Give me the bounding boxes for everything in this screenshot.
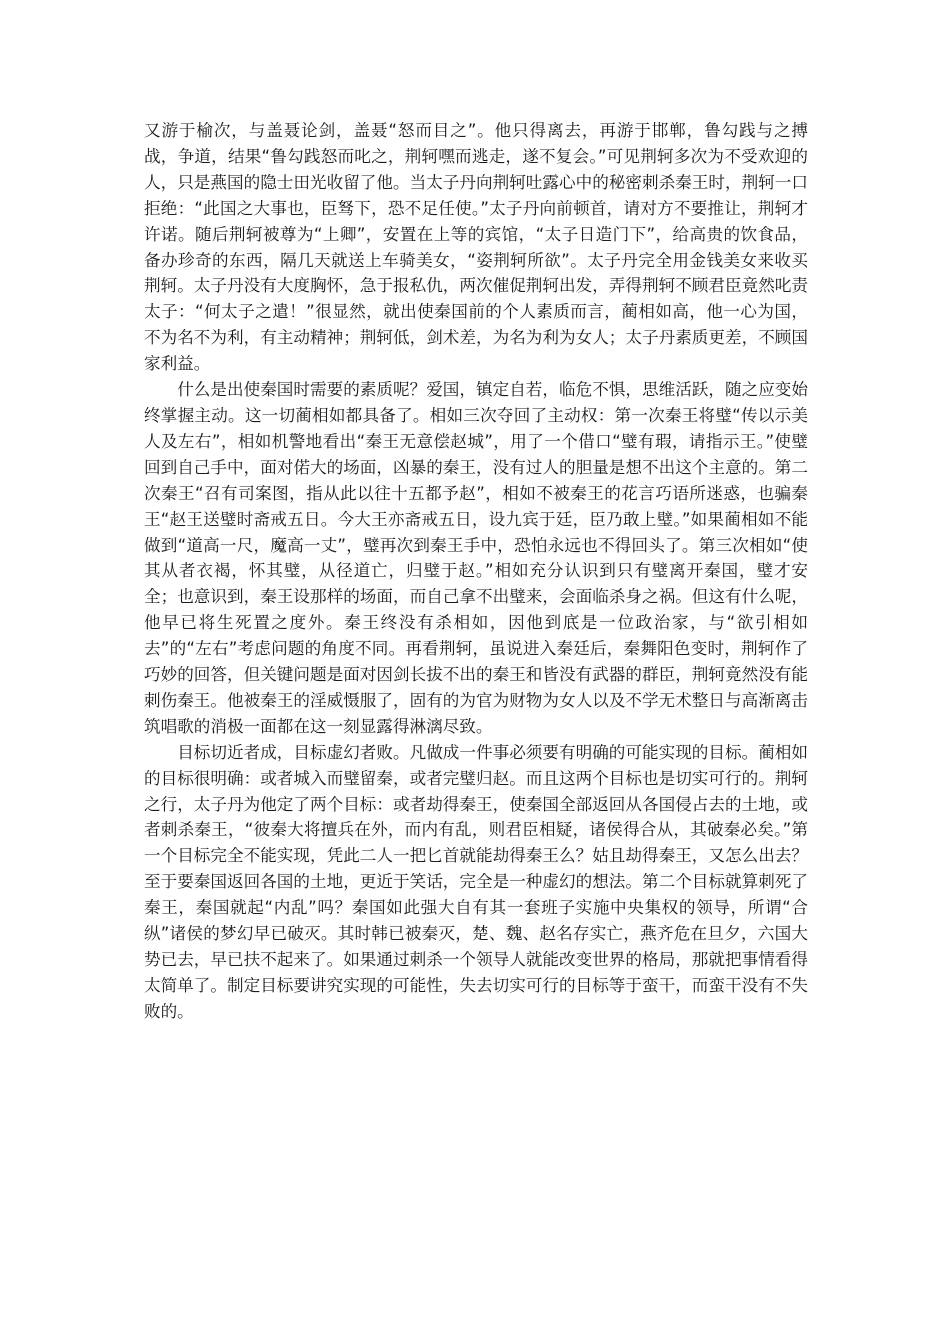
paragraph-2: 什么是出使秦国时需要的素质呢？爱国，镇定自若，临危不惧，思维活跃，随之应变始终掌握主动。这一切蔺相如都具备了。相如三次夺回了主动权：第一次秦王将璧“传以示美人及左右”，相如机警地看出“秦王无意偿赵城”，用了一个借口“璧有瑕，请指示王。”使璧回到自己手中，面对偌大的场面，凶暴的秦王，没有过人的胆量是想不出这个主意的。第二次秦王“召有司案图，指从此以往十五都予赵”，相如不被秦王的花言巧语所迷惑，也骗秦王“赵王送璧时斋戒五日。今大王亦斋戒五日，设九宾于廷，臣乃敢上璧。”如果蔺相如不能做到“道高一尺，魔高一丈”，璧再次到秦王手中，恐怕永远也不得回头了。第三次相如“使其从者衣褐，怀其璧，从径道亡，归璧于赵。”相如充分认识到只有璧离开秦国，璧才安全；也意识到，秦王设那样的场面，而自己拿不出璧来，会面临杀身之祸。但这有什么呢，他早已将生死置之度外。秦王终没有杀相如，因他到底是一位政治家，与“欲引相如去”的“左右”考虑问题的角度不同。再看荆轲，虽说进入秦廷后，秦舞阳色变时，荆轲作了巧妙的回答，但关键问题是面对因剑长拔不出的秦王和皆没有武器的群臣，荆轲竟然没有能刺伤秦王。他被秦王的淫威慑服了，固有的为官为财物为女人以及不学无术整日与高渐离击筑唱歌的消极一面都在这一刻显露得淋漓尽致。 <box>144 380 808 736</box>
body-text <box>144 118 808 1025</box>
paragraph-1: 又游于榆次，与盖聂论剑，盖聂“怒而目之”。他只得离去，再游于邯郸，鲁勾践与之搏战，争道，结果“鲁勾践怒而叱之，荆轲嘿而逃走，遂不复会。”可见荆轲多次为不受欢迎的人，只是燕国的隐士田光收留了他。当太子丹向荆轲吐露心中的秘密刺杀秦王时，荆轲一口拒绝：“此国之大事也，臣驽下，恐不足任使。”太子丹向前顿首，请对方不要推让，荆轲才许诺。随后荆轲被尊为“上卿”，安置在上等的宾馆，“太子日造门下”，给高贵的饮食品，备办珍奇的东西，隔几天就送上车骑美女，“姿荆轲所欲”。太子丹完全用金钱美女来收买荆轲。太子丹没有大度胸怀，急于报私仇，两次催促荆轲出发，弄得荆轲不顾君臣竟然叱责太子：“何太子之遣！”很显然，就出使秦国前的个人素质而言，蔺相如高，他一心为国，不为名不为利，有主动精神；荆轲低，剑术差，为名为利为女人；太子丹素质更差，不顾国家利益。 <box>144 121 808 374</box>
paragraph-3: 目标切近者成，目标虚幻者败。凡做成一件事必须要有明确的可能实现的目标。蔺相如的目标很明确：或者城入而璧留秦，或者完璧归赵。而且这两个目标也是切实可行的。荆轲之行，太子丹为他定了两个目标：或者劫得秦王，使秦国全部返回从各国侵占去的土地，或者刺杀秦王，“彼秦大将擅兵在外，而内有乱，则君臣相疑，诸侯得合从，其破秦必矣。”第一个目标完全不能实现，凭此二人一把匕首就能劫得秦王么？姑且劫得秦王，又怎么出去？至于要秦国返回各国的土地，更近于笑话，完全是一种虚幻的想法。第二个目标就算刺死了秦王，秦国就起“内乱”吗？秦国如此强大自有其一套班子实施中央集权的领导，所谓“合纵”诸侯的梦幻早已破灭。其时韩已被秦灭，楚、魏、赵名存实亡，燕齐危在旦夕，六国大势已去，早已扶不起来了。如果通过刺杀一个领导人就能改变世界的格局，那就把事情看得太简单了。制定目标要讲究实现的可能性，失去切实可行的目标等于蛮干，而蛮干没有不失败的。 <box>144 742 808 1021</box>
